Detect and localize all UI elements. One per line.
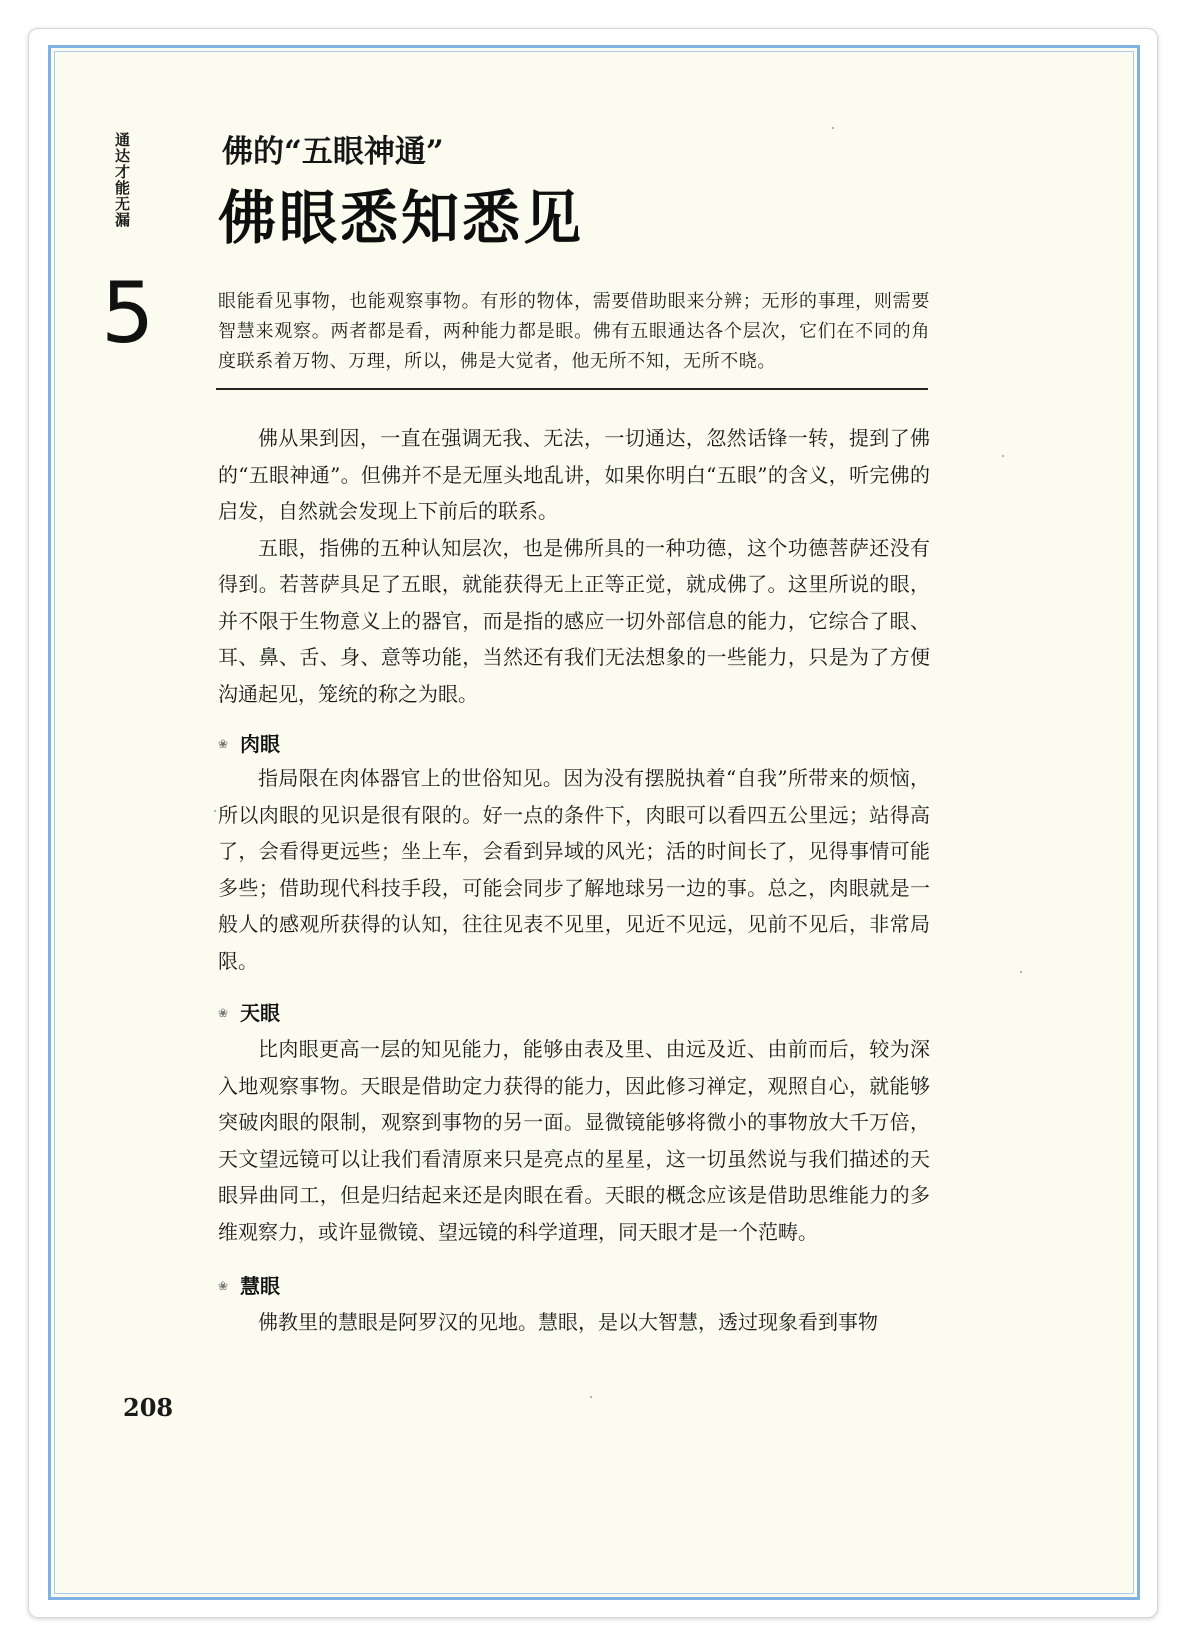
scan-speck bbox=[1020, 971, 1022, 973]
flower-bullet-icon: ❀ bbox=[218, 1279, 229, 1293]
section-side-label: 通达才能无漏 bbox=[113, 132, 131, 228]
page-number: 208 bbox=[123, 1393, 174, 1422]
section-heading-label: 肉眼 bbox=[240, 732, 280, 756]
scan-speck bbox=[1002, 455, 1004, 457]
flower-bullet-icon: ❀ bbox=[218, 737, 229, 751]
page-title: 佛眼悉知悉见 bbox=[218, 184, 585, 252]
article-body bbox=[218, 420, 930, 1341]
intro-divider bbox=[216, 388, 928, 390]
section-heading-rouyan bbox=[218, 730, 930, 758]
section-heading-label: 天眼 bbox=[240, 1001, 280, 1025]
body-paragraph: 五眼，指佛的五种认知层次，也是佛所具的一种功德，这个功德菩萨还没有得到。若菩萨具足了五眼，就能获得无上正等正觉，就成佛了。这里所说的眼，并不限于生物意义上的器官，而是指的感应一切外部信息的能力，它综合了眼、耳、鼻、舌、身、意等功能，当然还有我们无法想象的一些能力，只是为了方便沟通起见，笼统的称之为眼。 bbox=[218, 535, 930, 706]
section-heading-huiyan bbox=[218, 1272, 930, 1300]
chapter-number: 5 bbox=[101, 264, 155, 362]
body-paragraph: 佛从果到因，一直在强调无我、无法，一切通达，忽然话锋一转，提到了佛的“五眼神通”。但佛并不是无厘头地乱讲，如果你明白“五眼”的含义，听完佛的启发，自然就会发现上下前后的联系。 bbox=[218, 426, 930, 523]
section-paragraph: 指局限在肉体器官上的世俗知见。因为没有摆脱执着“自我”所带来的烦恼，所以肉眼的见识是很有限的。好一点的条件下，肉眼可以看四五公里远；站得高了，会看得更远些；坐上车，会看到异域的风光；活的时间长了，见得事情可能多些；借助现代科技手段，可能会同步了解地球另一边的事。总之，肉眼就是一般人的感观所获得的认知，往往见表不见里，见近不见远，见前不见后，非常局限。 bbox=[218, 766, 930, 973]
flower-bullet-icon: ❀ bbox=[218, 1006, 229, 1020]
section-heading-label: 慧眼 bbox=[240, 1274, 280, 1298]
scan-speck bbox=[214, 810, 216, 812]
section-paragraph: 比肉眼更高一层的知见能力，能够由表及里、由远及近、由前而后，较为深入地观察事物。天眼是借助定力获得的能力，因此修习禅定，观照自心，就能够突破肉眼的限制，观察到事物的另一面。显微镜能够将微小的事物放大千万倍，天文望远镜可以让我们看清原来只是亮点的星星，这一切虽然说与我们描述的天眼异曲同工，但是归结起来还是肉眼在看。天眼的概念应该是借助思维能力的多维观察力，或许显微镜、望远镜的科学道理，同天眼才是一个范畴。 bbox=[218, 1037, 930, 1244]
intro-summary: 眼能看见事物，也能观察事物。有形的物体，需要借助眼来分辨；无形的事理，则需要智慧来观察。两者都是看，两种能力都是眼。佛有五眼通达各个层次，它们在不同的角度联系着万物、万理，所以，佛是大觉者，他无所不知，无所不晓。 bbox=[218, 291, 930, 372]
scan-speck bbox=[832, 127, 834, 129]
section-heading-tianyan bbox=[218, 999, 930, 1027]
section-paragraph: 佛教里的慧眼是阿罗汉的见地。慧眼，是以大智慧，透过现象看到事物 bbox=[258, 1310, 878, 1334]
scan-speck bbox=[590, 1396, 592, 1398]
page-subtitle: 佛的“五眼神通” bbox=[222, 134, 444, 170]
